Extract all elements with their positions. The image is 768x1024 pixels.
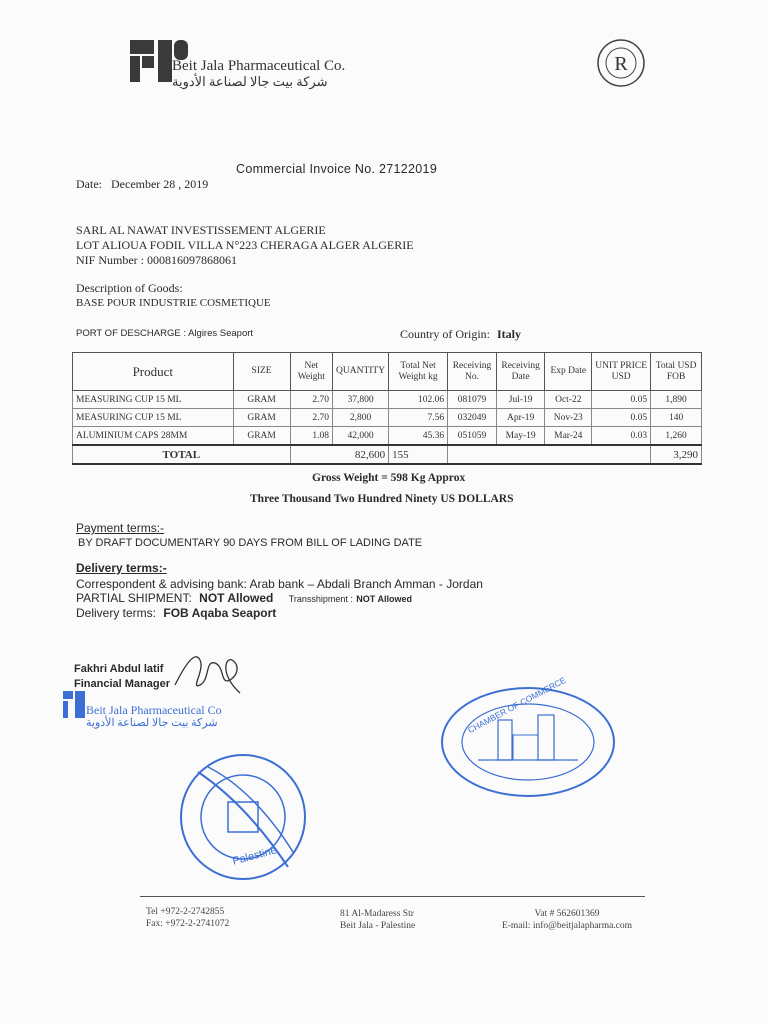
payment-terms-text: BY DRAFT DOCUMENTARY 90 DAYS FROM BILL OF LADING DATE xyxy=(78,537,423,549)
cell-total-weight: 7.56 xyxy=(389,409,448,427)
cell-receiving-no: 032049 xyxy=(448,409,497,427)
cell-unit-price: 0.05 xyxy=(592,391,651,409)
cell-exp-date: Oct-22 xyxy=(545,391,592,409)
cell-size: GRAM xyxy=(233,427,290,446)
total-spacer xyxy=(448,445,651,464)
col-product: Product xyxy=(73,353,234,391)
cell-receiving-date: May-19 xyxy=(496,427,545,446)
customer-address: LOT ALIOUA FODIL VILLA N°223 CHERAGA ALGER ALGERIE xyxy=(76,238,414,252)
total-usd: 3,290 xyxy=(651,445,702,464)
payment-terms-heading: Payment terms:- xyxy=(76,521,165,535)
cell-net-weight: 2.70 xyxy=(290,391,332,409)
cell-quantity: 37,800 xyxy=(333,391,389,409)
cell-total-usd: 1,260 xyxy=(651,427,702,446)
col-receiving-date: Receiving Date xyxy=(496,353,545,391)
port-of-discharge: PORT OF DESCHARGE : Algires Seaport xyxy=(76,328,254,339)
origin-label: Country of Origin: xyxy=(400,327,490,341)
quality-seal-icon xyxy=(596,38,646,88)
delivery-terms-label: Delivery terms: xyxy=(76,606,157,620)
transshipment-label: Transshipment : xyxy=(288,594,353,604)
cell-size: GRAM xyxy=(233,409,290,427)
cell-unit-price: 0.03 xyxy=(592,427,651,446)
origin-value: Italy xyxy=(497,327,521,341)
stamp-company-name: Beit Jala Pharmaceutical Co xyxy=(86,703,222,717)
goods-label: Description of Goods: xyxy=(76,281,183,295)
col-net-weight: Net Weight xyxy=(290,353,332,391)
col-total-usd: Total USD FOB xyxy=(651,353,702,391)
table-row xyxy=(73,409,702,427)
partial-label: PARTIAL SHIPMENT: xyxy=(76,591,192,605)
table-row xyxy=(73,427,702,446)
amount-in-words: Three Thousand Two Hundred Ninety US DOLLARS xyxy=(250,493,514,505)
partial-value: NOT Allowed xyxy=(199,591,274,605)
seal-letter: R xyxy=(614,53,628,75)
gross-weight: Gross Weight = 598 Kg Approx xyxy=(312,472,466,484)
col-size: SIZE xyxy=(233,353,290,391)
cell-receiving-no: 081079 xyxy=(448,391,497,409)
cell-product: ALUMINIUM CAPS 28MM xyxy=(73,427,234,446)
table-header-row xyxy=(73,353,702,391)
signatory-name: Fakhri Abdul latif xyxy=(74,663,164,675)
cell-product: MEASURING CUP 15 ML xyxy=(73,391,234,409)
customer-name: SARL AL NAWAT INVESTISSEMENT ALGERIE xyxy=(76,223,326,237)
col-total-net-weight: Total Net Weight kg xyxy=(389,353,448,391)
total-quantity: 82,600 xyxy=(290,445,388,464)
footer-city: Beit Jala - Palestine xyxy=(340,921,416,931)
cell-net-weight: 2.70 xyxy=(290,409,332,427)
cell-total-usd: 140 xyxy=(651,409,702,427)
col-receiving-no: Receiving No. xyxy=(448,353,497,391)
cell-total-weight: 102.06 xyxy=(389,391,448,409)
delivery-terms-heading: Delivery terms:- xyxy=(76,561,167,575)
goods-value: BASE POUR INDUSTRIE COSMETIQUE xyxy=(76,297,271,309)
cell-size: GRAM xyxy=(233,391,290,409)
cell-exp-date: Mar-24 xyxy=(545,427,592,446)
customer-nif: NIF Number : 000816097868061 xyxy=(76,253,237,267)
date-value: December 28 , 2019 xyxy=(111,177,209,191)
date-label: Date: xyxy=(76,177,102,191)
signature-icon xyxy=(170,645,250,700)
table-total-row xyxy=(73,445,702,464)
ministry-stamp-text: Palestine xyxy=(231,844,279,868)
invoice-title: Commercial Invoice No. 27122019 xyxy=(236,162,438,176)
total-label: TOTAL xyxy=(73,445,291,464)
cell-total-weight: 45.36 xyxy=(389,427,448,446)
cell-product: MEASURING CUP 15 ML xyxy=(73,409,234,427)
footer-fax: Fax: +972-2-2741072 xyxy=(146,919,230,929)
col-exp-date: Exp Date xyxy=(545,353,592,391)
signatory-title: Financial Manager xyxy=(74,678,170,690)
company-name-arabic: شركة بيت جالا لصناعة الأدوية xyxy=(172,74,328,89)
transshipment-value: NOT Allowed xyxy=(356,594,412,604)
invoice-date xyxy=(76,177,208,192)
delivery-terms-value: FOB Aqaba Seaport xyxy=(163,606,277,620)
cell-receiving-date: Jul-19 xyxy=(496,391,545,409)
footer-address xyxy=(340,908,415,932)
footer-street: 81 Al-Madaress Str xyxy=(340,909,414,919)
footer-vat: Vat # 562601369 xyxy=(534,909,600,919)
cell-quantity: 42,000 xyxy=(333,427,389,446)
cell-quantity: 2,800 xyxy=(333,409,389,427)
partial-shipment xyxy=(76,591,412,605)
items-table xyxy=(72,352,702,465)
chamber-stamp-text: CHAMBER OF COMMERCE xyxy=(466,674,568,736)
country-of-origin xyxy=(400,327,521,342)
footer-email[interactable]: E-mail: info@beitjalapharma.com xyxy=(501,921,633,931)
company-stamp-logo-icon xyxy=(62,690,86,720)
table-row xyxy=(73,391,702,409)
total-weight: 155 xyxy=(389,445,448,464)
stamp-company-arabic: شركة بيت جالا لصناعة الأدوية xyxy=(86,717,218,729)
delivery-terms xyxy=(76,606,276,620)
col-unit-price: UNIT PRICE USD xyxy=(592,353,651,391)
footer-divider xyxy=(140,896,645,897)
cell-net-weight: 1.08 xyxy=(290,427,332,446)
correspondent-bank: Correspondent & advising bank: Arab bank – Abdali Branch Amman - Jordan xyxy=(76,577,483,591)
cell-exp-date: Nov-23 xyxy=(545,409,592,427)
footer-vat-email xyxy=(492,908,642,932)
footer-contact xyxy=(146,906,229,930)
company-name: Beit Jala Pharmaceutical Co. xyxy=(172,58,346,74)
cell-total-usd: 1,890 xyxy=(651,391,702,409)
footer-tel: Tel +972-2-2742855 xyxy=(146,907,225,917)
cell-receiving-date: Apr-19 xyxy=(496,409,545,427)
col-quantity: QUANTITY xyxy=(333,353,389,391)
cell-unit-price: 0.05 xyxy=(592,409,651,427)
cell-receiving-no: 051059 xyxy=(448,427,497,446)
